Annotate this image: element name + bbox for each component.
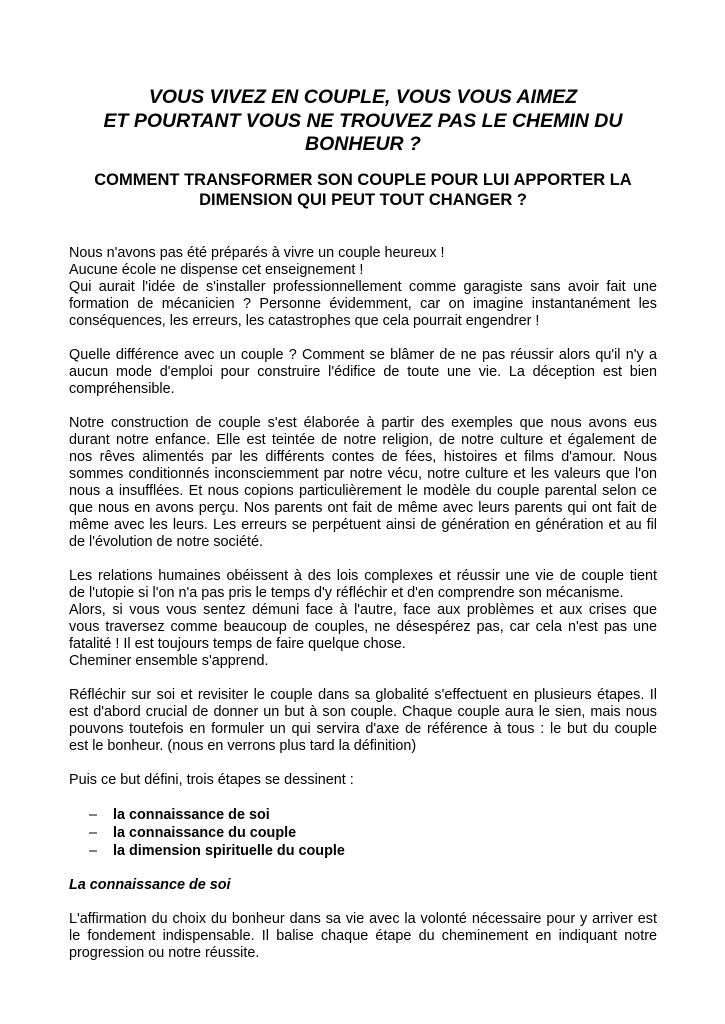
text-line: que nous en avons perçu. Nos parents ont fait de même avec leurs parents qui ont fait de <box>69 500 657 516</box>
text-line: Les relations humaines obéissent à des lois complexes et réussir une vie de couple tient <box>69 568 657 584</box>
subtitle-line: DIMENSION QUI PEUT TOUT CHANGER ? <box>199 191 527 209</box>
step-label: la dimension spirituelle du couple <box>113 843 345 859</box>
text-line: Nous n'avons pas été préparés à vivre un couple heureux ! <box>69 245 445 261</box>
subtitle-line: COMMENT TRANSFORMER SON COUPLE POUR LUI APPORTER LA <box>94 171 632 189</box>
paragraph-reflection <box>69 687 657 755</box>
text-line: Alors, si vous vous sentez démuni face à l'autre, face aux problèmes et aux crises que <box>69 602 657 618</box>
text-line: nos rêves alimentés par les différents contes de fées, histoires et films d'amour. Nous <box>69 449 657 465</box>
paragraph-difference <box>69 347 657 398</box>
text-line: pouvons toutefois en formuler un qui servira d'axe de référence à tous : le but du couple <box>69 721 657 737</box>
steps-list-item <box>69 842 657 860</box>
text-line: aucun mode d'emploi pour construire l'édifice de toute une vie. La déception est bien <box>69 364 657 380</box>
text-line: Aucune école ne dispense cet enseignement ! <box>69 262 364 278</box>
document-title <box>69 86 657 157</box>
text-line: même avec les leurs. Les erreurs se perpétuent ainsi de génération en génération et au fil <box>69 517 657 533</box>
text-line: conséquences, les erreurs, les catastrophes que cela pourrait engendrer ! <box>69 313 540 329</box>
paragraph-relations <box>69 568 657 670</box>
dash-bullet-icon: – <box>89 825 98 841</box>
text-line: formation de mécanicien ? Personne évidemment, car on imagine instantanément les <box>69 296 657 312</box>
text-line: Réfléchir sur soi et revisiter le couple dans sa globalité s'effectuent en plusieurs étapes. Il <box>69 687 657 703</box>
steps-list-item <box>69 806 657 824</box>
paragraph-construction <box>69 415 657 551</box>
text-line: progression ou notre réussite. <box>69 945 260 961</box>
document-body <box>69 245 657 979</box>
text-line: Cheminer ensemble s'apprend. <box>69 653 269 669</box>
steps-list-item <box>69 824 657 842</box>
steps-list <box>69 806 657 860</box>
step-label: la connaissance du couple <box>113 825 297 841</box>
text-line: durant notre enfance. Elle est teintée de notre religion, de notre culture et également de <box>69 432 657 448</box>
text-line: de l'utopie si l'on n'a pas pris le temps d'y réfléchir et d'en comprendre son mécanisme. <box>69 585 624 601</box>
text-line: Puis ce but défini, trois étapes se dessinent : <box>69 772 354 788</box>
text-line: L'affirmation du choix du bonheur dans sa vie avec la volonté nécessaire pour y arriver est <box>69 911 657 927</box>
text-line: le fondement indispensable. Il balise chaque étape du cheminement en indiquant notre <box>69 928 657 944</box>
text-line: fatalité ! Il est toujours temps de faire quelque chose. <box>69 636 406 652</box>
title-line: VOUS VIVEZ EN COUPLE, VOUS VOUS AIMEZ <box>148 86 578 108</box>
text-line: sommes conditionnés inconsciemment par notre vécu, notre culture et les valeurs que l'on <box>69 466 657 482</box>
paragraph-affirmation <box>69 911 657 962</box>
dash-bullet-icon: – <box>89 807 98 823</box>
text-line: nous a insufflées. Et nous copions particulièrement le modèle du couple parental selon ce <box>69 483 657 499</box>
text-line: vous traversez comme beaucoup de couples, ne désespérez pas, car cela n'est pas une <box>69 619 657 635</box>
text-line: Quelle différence avec un couple ? Comment se blâmer de ne pas réussir alors qu'il n'y a <box>69 347 657 363</box>
dash-bullet-icon: – <box>89 843 98 859</box>
paragraph-intro <box>69 245 657 330</box>
step-label: la connaissance de soi <box>113 807 270 823</box>
text-line: Notre construction de couple s'est élaborée à partir des exemples que nous avons eus <box>69 415 657 431</box>
text-line: de l'évolution de notre société. <box>69 534 263 550</box>
paragraph-steps-intro <box>69 772 657 789</box>
text-line: est d'abord crucial de donner un but à son couple. Chaque couple aura le sien, mais nous <box>69 704 657 720</box>
document-subtitle <box>69 170 657 210</box>
title-line: BONHEUR ? <box>305 133 421 155</box>
text-line: est le bonheur. (nous en verrons plus tard la définition) <box>69 738 417 754</box>
text-line: Qui aurait l'idée de s'installer professionnellement comme garagiste sans avoir fait une <box>69 279 657 295</box>
title-line: ET POURTANT VOUS NE TROUVEZ PAS LE CHEMIN DU <box>103 109 623 132</box>
section-heading: La connaissance de soi <box>69 877 231 893</box>
text-line: compréhensible. <box>69 381 175 397</box>
